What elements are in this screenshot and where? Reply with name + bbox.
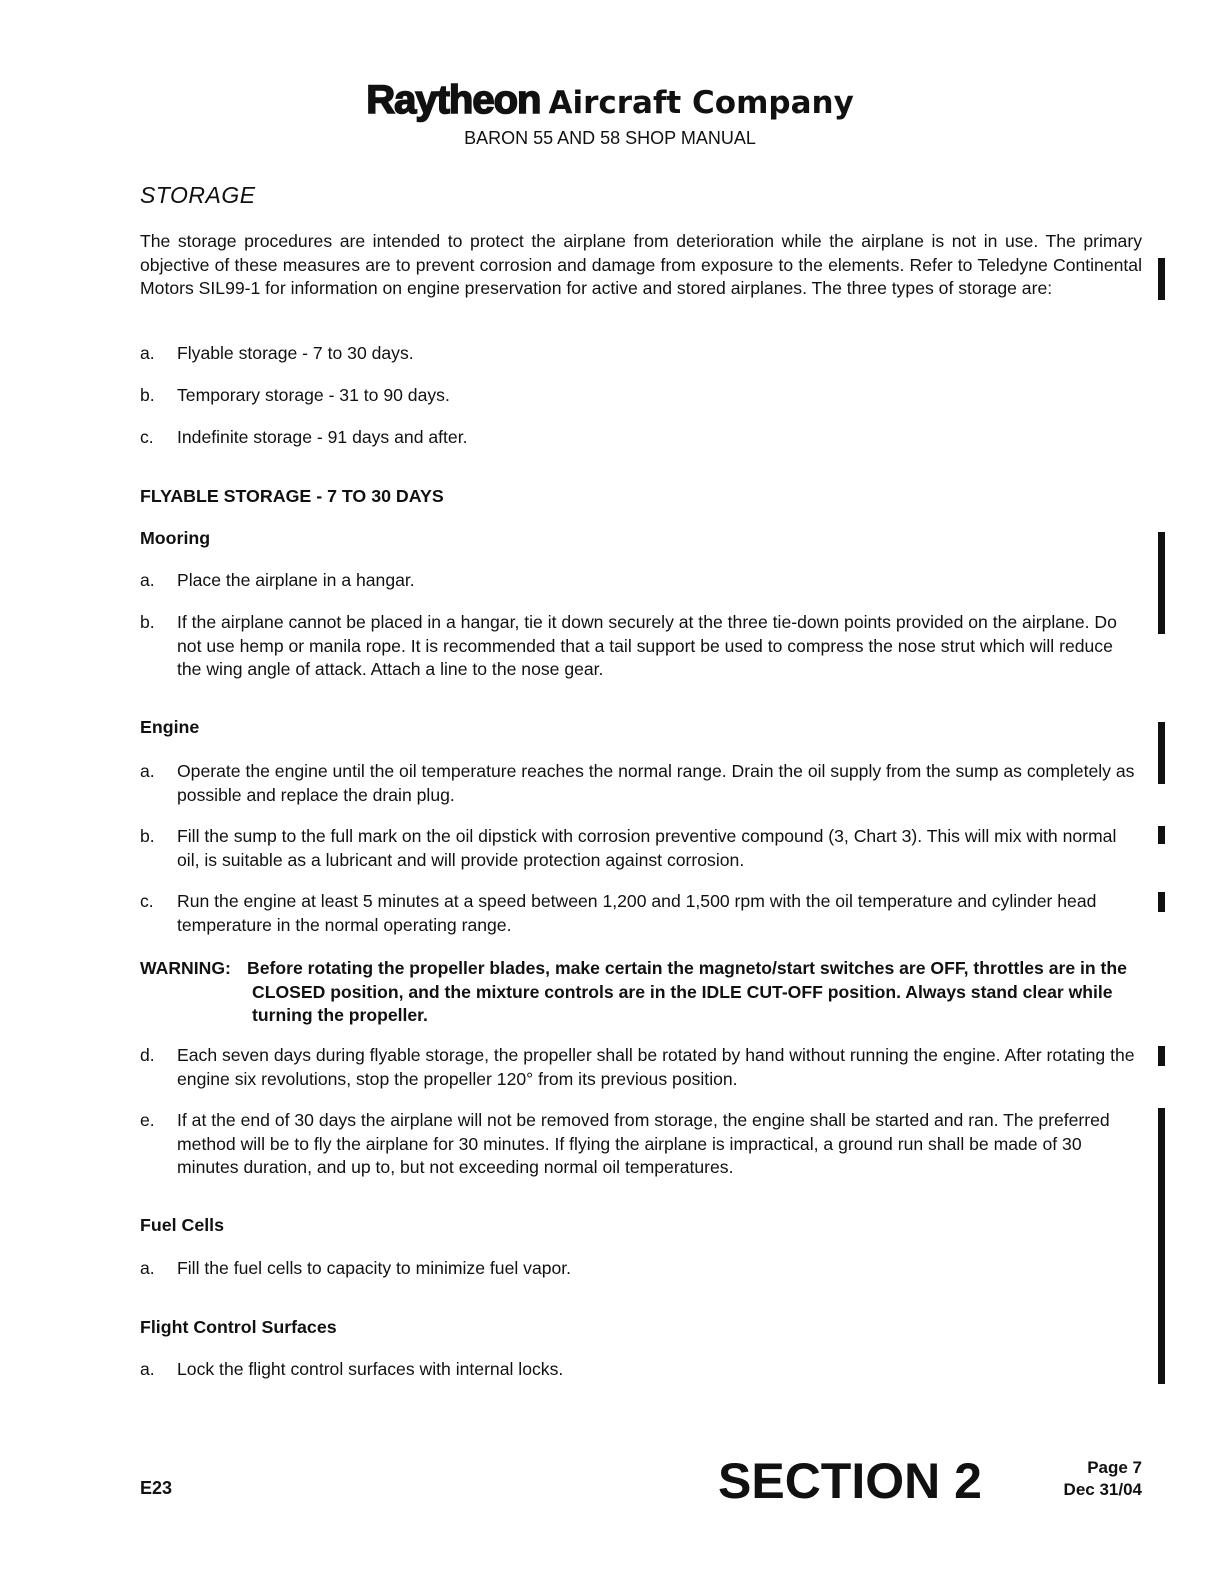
revision-bar bbox=[1158, 258, 1165, 300]
list-text: Flyable storage - 7 to 30 days. bbox=[177, 343, 414, 363]
revision-bar bbox=[1158, 1108, 1165, 1384]
list-letter: c. bbox=[140, 891, 154, 911]
list-item bbox=[140, 1044, 1140, 1091]
list-text: Fill the fuel cells to capacity to minimize fuel vapor. bbox=[177, 1258, 572, 1278]
list-letter: b. bbox=[140, 385, 155, 405]
list-letter: a. bbox=[140, 761, 155, 781]
list-letter: c. bbox=[140, 427, 154, 447]
list-text: Temporary storage - 31 to 90 days. bbox=[177, 385, 450, 405]
warning-block bbox=[140, 957, 1140, 1028]
list-letter: a. bbox=[140, 343, 155, 363]
list-item bbox=[140, 825, 1140, 872]
revision-bar bbox=[1158, 722, 1165, 784]
company-name: Aircraft Company bbox=[548, 85, 854, 121]
flight-control-heading: Flight Control Surfaces bbox=[140, 1317, 337, 1337]
list-letter: e. bbox=[140, 1110, 155, 1130]
list-item bbox=[140, 342, 1140, 366]
list-text: Lock the flight control surfaces with internal locks. bbox=[177, 1359, 564, 1379]
intro-paragraph: The storage procedures are intended to protect the airplane from deterioration while the airplane is not in use. The primary objective of these measures are to prevent corrosion and damage from exposure to the elements. Refer to Teledyne Continental Motors SIL99-1 for information on engine preservation for active and stored airplanes. The three types of storage are: bbox=[140, 231, 1142, 298]
list-item bbox=[140, 1358, 1140, 1382]
list-text: Run the engine at least 5 minutes at a speed between 1,200 and 1,500 rpm with the oil temperature and cylinder head temperature in the normal operating range. bbox=[177, 891, 1097, 935]
raytheon-logo bbox=[366, 78, 854, 123]
list-letter: b. bbox=[140, 612, 155, 632]
list-item bbox=[140, 611, 1140, 682]
list-text: Fill the sump to the full mark on the oil dipstick with corrosion preventive compound (3, Chart 3). This will mix with normal oil, is suitable as a lubricant and will provide protection against corrosion. bbox=[177, 826, 1117, 870]
list-letter: a. bbox=[140, 1258, 155, 1278]
company-header bbox=[0, 78, 1220, 123]
section-title: STORAGE bbox=[140, 182, 256, 208]
list-letter: a. bbox=[140, 1359, 155, 1379]
page-number: Page 7 bbox=[1087, 1458, 1142, 1477]
list-item bbox=[140, 890, 1140, 937]
list-item bbox=[140, 1109, 1140, 1180]
list-text: Place the airplane in a hangar. bbox=[177, 570, 415, 590]
list-text: Operate the engine until the oil temperature reaches the normal range. Drain the oil supply from the sump as completely as possible and replace the drain plug. bbox=[177, 761, 1135, 805]
list-text: Indefinite storage - 91 days and after. bbox=[177, 427, 468, 447]
list-text: If at the end of 30 days the airplane will not be removed from storage, the engine shall be started and ran. The preferred method will be to fly the airplane for 30 minutes. If flying the airplane is impractical, a ground run shall be made of 30 minutes duration, and up to, but not exceeding normal oil temperatures. bbox=[177, 1110, 1110, 1177]
footer-code: E23 bbox=[140, 1478, 173, 1498]
revision-bar bbox=[1158, 892, 1165, 912]
list-text: Each seven days during flyable storage, the propeller shall be rotated by hand without running the engine. After rotating the engine six revolutions, stop the propeller 120° from its previous position. bbox=[177, 1045, 1135, 1089]
list-item bbox=[140, 569, 1140, 593]
warning-label: WARNING: bbox=[140, 958, 231, 978]
manual-title: BARON 55 AND 58 SHOP MANUAL bbox=[464, 128, 756, 148]
list-letter: a. bbox=[140, 570, 155, 590]
list-item bbox=[140, 760, 1140, 807]
list-letter: d. bbox=[140, 1045, 155, 1065]
list-text: If the airplane cannot be placed in a hangar, tie it down securely at the three tie-down points provided on the airplane. Do not use hemp or manila rope. It is recommended that a tail support be used to compress the nose strut which will reduce the wing angle of attack. Attach a line to the nose gear. bbox=[177, 612, 1117, 679]
list-letter: b. bbox=[140, 826, 155, 846]
engine-heading: Engine bbox=[140, 717, 200, 737]
flyable-storage-heading: FLYABLE STORAGE - 7 TO 30 DAYS bbox=[140, 486, 444, 506]
brand-name: Raytheon bbox=[366, 78, 541, 122]
list-item bbox=[140, 384, 1140, 408]
fuel-cells-heading: Fuel Cells bbox=[140, 1215, 224, 1235]
revision-date: Dec 31/04 bbox=[1063, 1480, 1142, 1499]
revision-bar bbox=[1158, 1046, 1165, 1066]
list-item bbox=[140, 1257, 1140, 1281]
footer-section: SECTION 2 bbox=[718, 1453, 982, 1509]
revision-bar bbox=[1158, 532, 1165, 634]
revision-bar bbox=[1158, 826, 1165, 844]
mooring-heading: Mooring bbox=[140, 528, 211, 548]
list-item bbox=[140, 426, 1140, 450]
footer-page-info bbox=[1036, 1457, 1142, 1501]
warning-text: Before rotating the propeller blades, make certain the magneto/start switches are OFF, throttles are in the CLOSED position, and the mixture controls are in the IDLE CUT-OFF position. Always stand clear while turning the propeller. bbox=[247, 958, 1127, 1025]
